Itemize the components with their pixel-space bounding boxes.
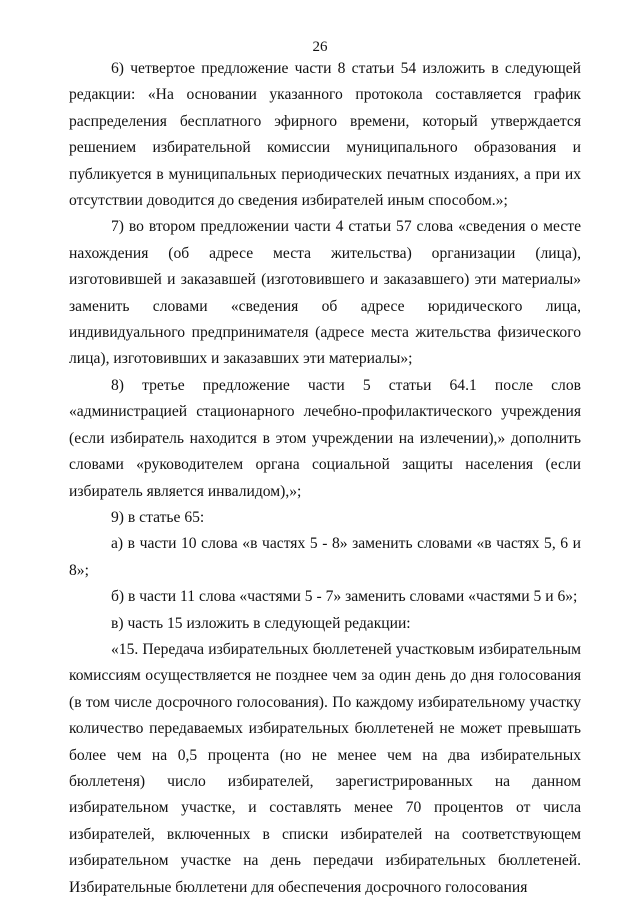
paragraph-part-15: «15. Передача избирательных бюллетеней участковым избирательным комиссиям осуществляется не позднее чем за один день до дня голосования (в том числе досрочного голосования). По каждому избирательному участку количество передаваемых избирательных бюллетеней не может превышать более чем на 0,5 процента (но не менее чем на два избирательных бюллетеня) число избирателей, зарегистрированных на данном избирательном участке, и составлять менее 70 процентов от числа избирателей, включенных в списки избирателей на соответствующем избирательном участке на день передачи избирательных бюллетеней. Избирательные бюллетени для обеспечения досрочного голосования (69, 640, 581, 896)
paragraph-subitem-v: в) часть 15 изложить в следующей редакции: (111, 614, 411, 632)
paragraph-item-9: 9) в статье 65: (111, 508, 205, 526)
paragraph-item-8: 8) третье предложение части 5 статьи 64.1 после слов «администрацией стационарного лечебно-профилактического учреждения (если избиратель находится в этом учреждении на излечении),» дополнить словами «руководителем органа социальной защиты населения (если избиратель является инвалидом),»; (69, 376, 581, 500)
paragraph-subitem-a: а) в части 10 слова «в частях 5 - 8» заменить словами «в частях 5, 6 и 8»; (69, 535, 581, 579)
document-body (69, 56, 581, 901)
paragraph-item-6: 6) четвертое предложение части 8 статьи 54 изложить в следующей редакции: «На основании указанного протокола составляется график распределения бесплатного эфирного времени, который утверждается решением избирательной комиссии муниципального образования и публикуется в муниципальных периодических печатных изданиях, а при их отсутствии доводится до сведения избирателей иным способом.»; (69, 60, 581, 210)
page-number: 26 (312, 39, 328, 55)
paragraph-subitem-b: б) в части 11 слова «частями 5 - 7» заменить словами «частями 5 и 6»; (111, 588, 578, 606)
paragraph-item-7: 7) во втором предложении части 4 статьи 57 слова «сведения о месте нахождения (об адресе места жительства) организации (лица), изготовившей и заказавшей (изготовившего и заказавшего) эти материалы» заменить словами «сведения об адресе юридического лица, индивидуального предпринимателя (адресе места жительства физического лица), изготовивших и заказавших эти материалы»; (69, 218, 581, 368)
